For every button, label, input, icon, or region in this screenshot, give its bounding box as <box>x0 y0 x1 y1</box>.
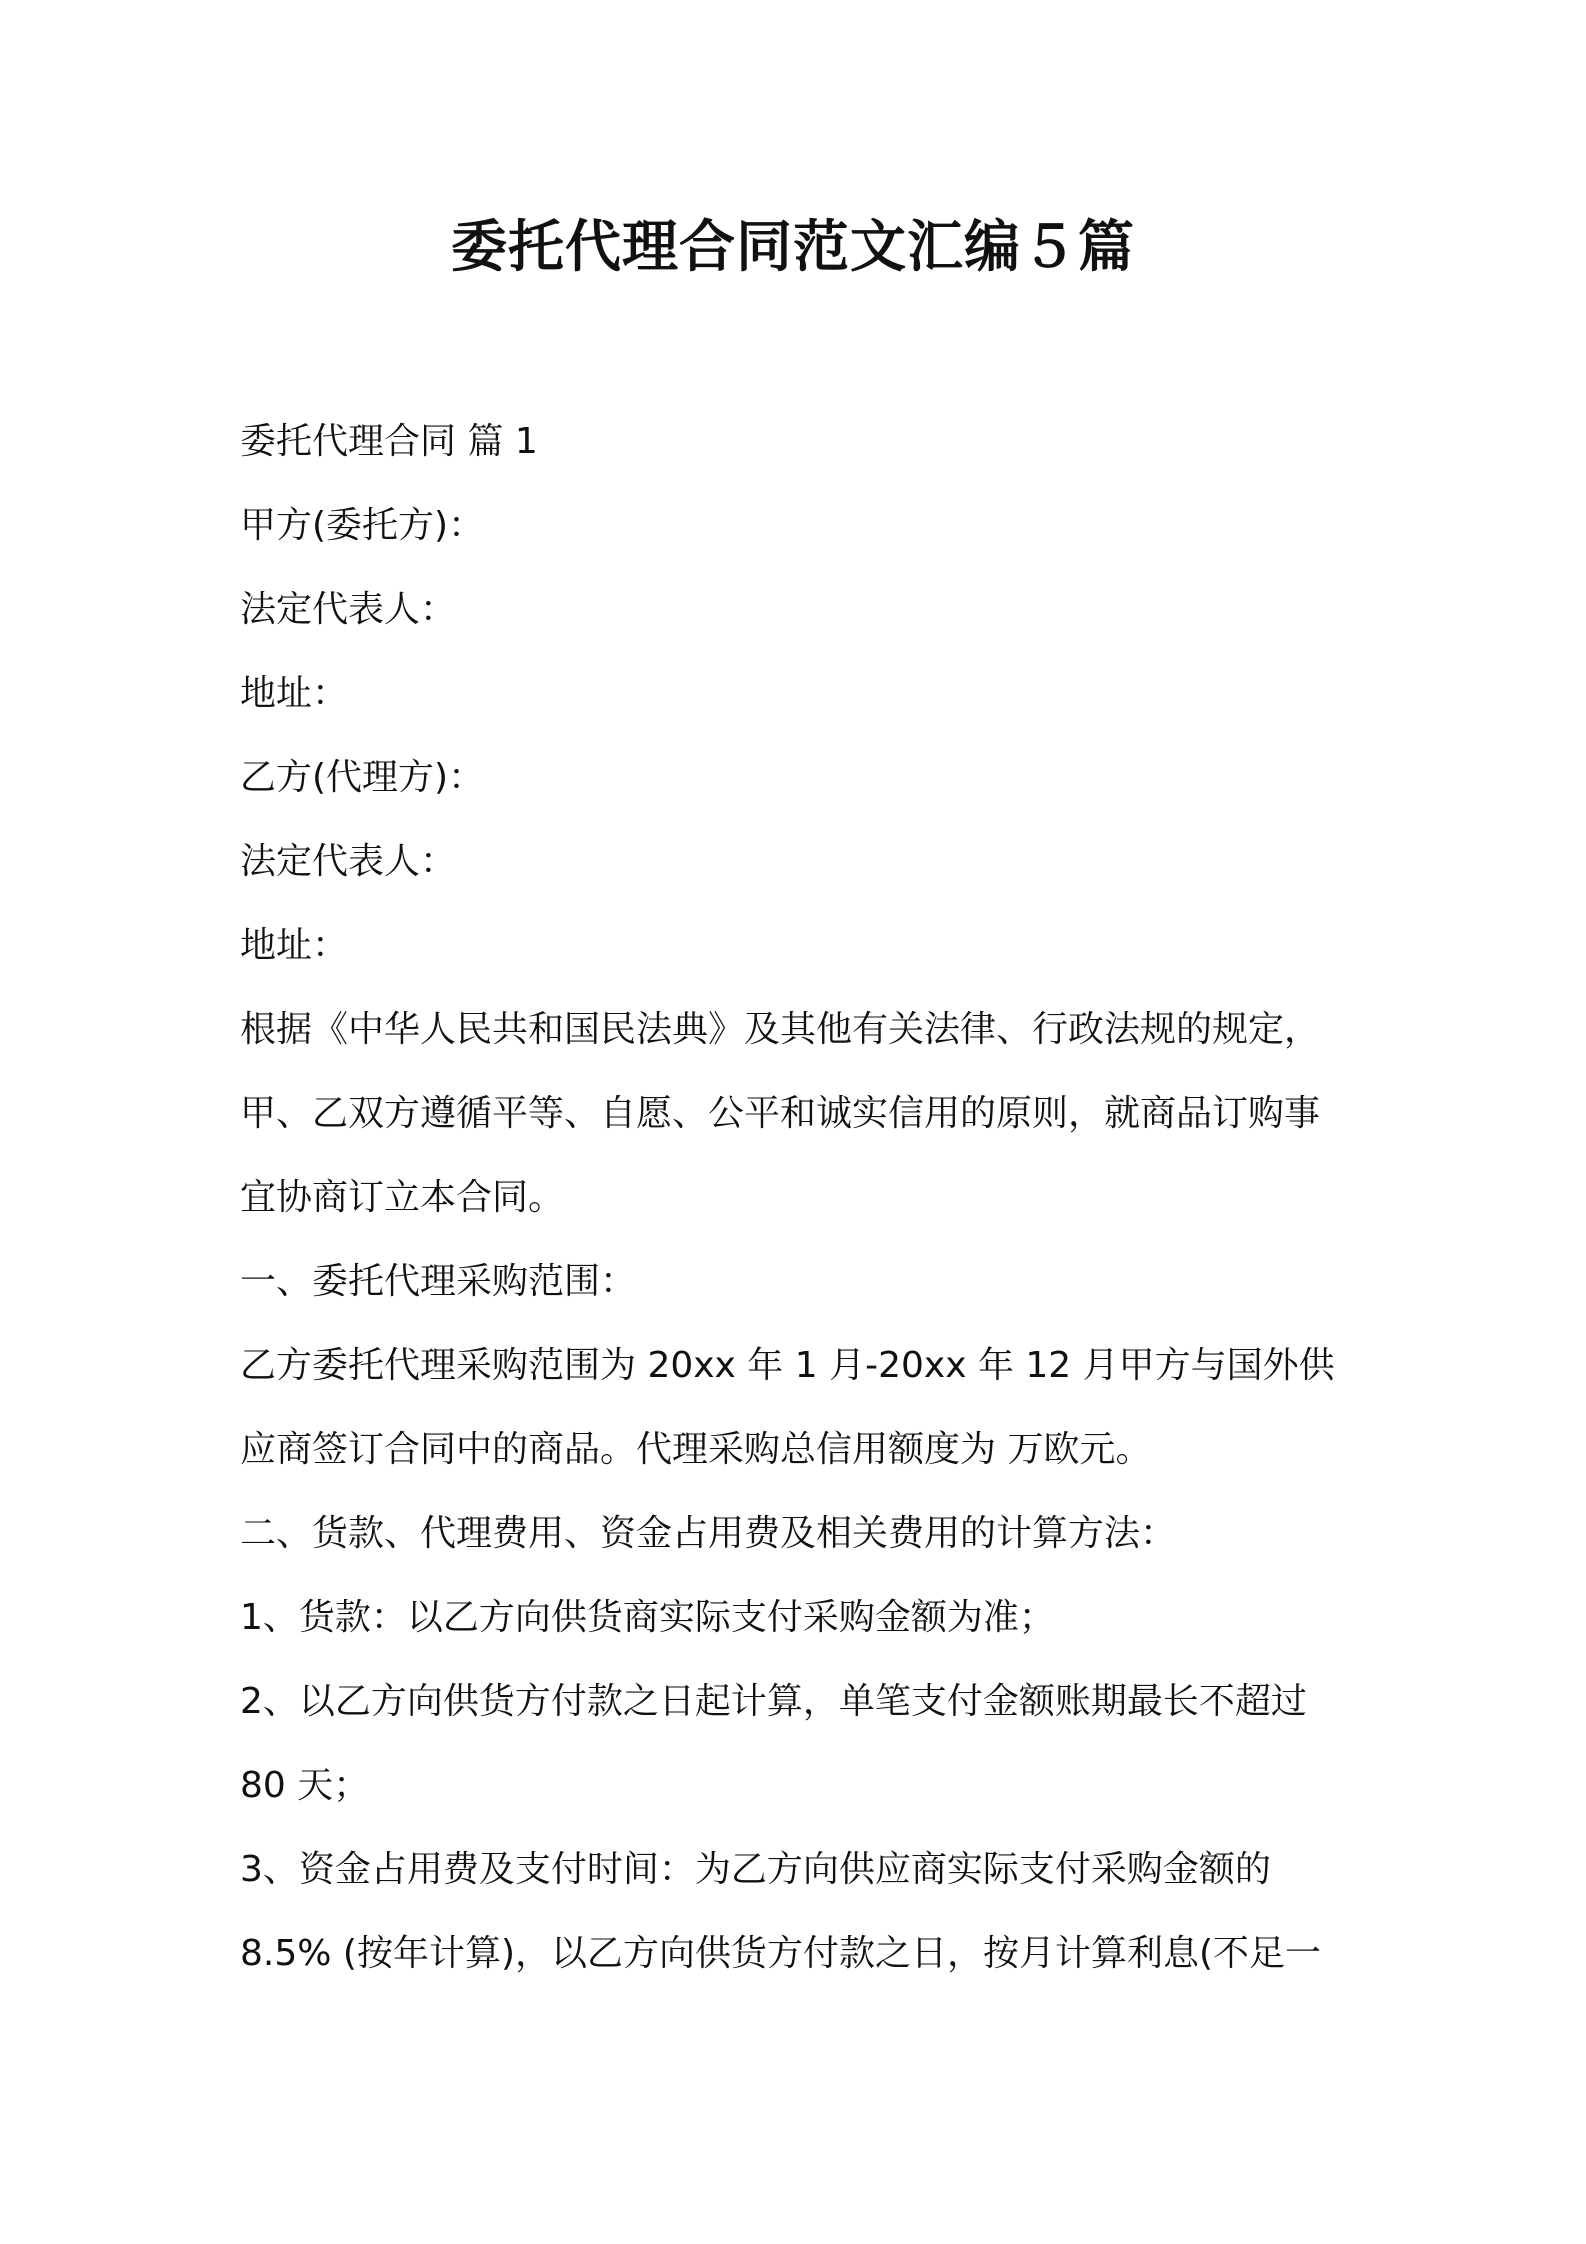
party-b-representative-label: 法定代表人： <box>240 841 457 882</box>
party-a-label: 甲方(委托方)： <box>240 505 485 546</box>
document-body <box>240 400 1370 1996</box>
party-b-address-label: 地址： <box>240 925 349 966</box>
clause-item-line: 3、资金占用费及支付时间：为乙方向供应商实际支付采购金额的 <box>240 1849 1271 1890</box>
document-title: 委托代理合同范文汇编５篇 <box>451 215 1135 280</box>
party-b-label: 乙方(代理方)： <box>240 757 485 798</box>
party-a-address-label: 地址： <box>240 673 349 714</box>
clause-item-line: 8.5% (按年计算)，以乙方向供货方付款之日，按月计算利息(不足一 <box>240 1933 1322 1974</box>
clause-item-line: 80 天； <box>240 1765 370 1806</box>
section-heading: 委托代理合同 篇 1 <box>240 421 538 462</box>
preamble-line: 甲、乙双方遵循平等、自愿、公平和诚实信用的原则，就商品订购事 <box>240 1093 1321 1134</box>
preamble-line: 根据《中华人民共和国民法典》及其他有关法律、行政法规的规定， <box>240 1009 1321 1050</box>
clause-heading: 二、货款、代理费用、资金占用费及相关费用的计算方法： <box>240 1513 1177 1554</box>
clause-heading: 一、委托代理采购范围： <box>240 1261 637 1302</box>
party-a-representative-label: 法定代表人： <box>240 589 457 630</box>
clause-item-line: 2、以乙方向供货方付款之日起计算，单笔支付金额账期最长不超过 <box>240 1681 1307 1722</box>
preamble-line: 宜协商订立本合同。 <box>240 1177 565 1218</box>
clause-text-line: 乙方委托代理采购范围为 20xx 年 1 月-20xx 年 12 月甲方与国外供 <box>240 1345 1335 1386</box>
clause-item-line: 1、货款：以乙方向供货商实际支付采购金额为准； <box>240 1597 1055 1638</box>
clause-text-line: 应商签订合同中的商品。代理采购总信用额度为 万欧元。 <box>240 1429 1152 1470</box>
